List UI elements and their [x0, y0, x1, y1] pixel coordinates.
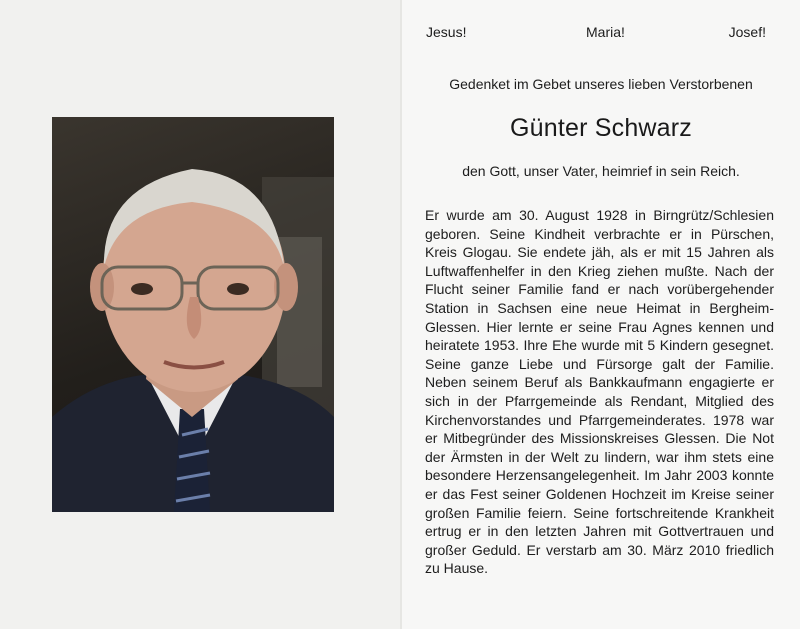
header-maria: Maria! — [586, 24, 625, 40]
deceased-name: Günter Schwarz — [509, 114, 693, 142]
intro-line: Gedenket im Gebet unseres lieben Verstorbenen — [449, 76, 753, 92]
header-josef: Josef! — [728, 24, 766, 40]
subline: den Gott, unser Vater, heimrief in sein Reich. — [462, 163, 740, 179]
portrait-photo — [52, 117, 334, 512]
header-jesus: Jesus! — [426, 24, 467, 40]
header-invocation — [426, 24, 766, 46]
biography — [425, 206, 774, 578]
portrait-illustration — [52, 117, 334, 512]
biography-text: Er wurde am 30. August 1928 in Birngrütz/Schlesien geboren. Seine Kindheit verbrachte er in Pürschen, Kreis Glogau. Sie endete jäh, als er mit 15 Jahren als Luftwaffenhelfer in den Krieg ziehen mußte. Nach der Flucht seiner Familie fand er nach vorübergehender Station in Sachsen eine neue Heimat in Bergheim-Glessen. Hier lernte er seine Frau Agnes kennen und heiratete 1953. Ihre Ehe wurde mit 5 Kindern gesegnet. Seine ganze Liebe und Fürsorge galt der Familie. Neben seinem Beruf als Bankkaufmann engagierte er sich in der Pfarrgemeinde als Rendant, Mitglied des Kirchenvorstandes und Pfarrgemeinderates. 1978 war er Mitbegründer des Missionskreises Glessen. Die Not der Ärmsten in der Welt zu lindern, war ihm stets eine besondere Herzensangelegenheit. Im Jahr 2003 konnte er das Fest seiner Goldenen Hochzeit im Kreise seiner großen Familie feiern. Seine fortschreitende Krankheit ertrug er in den letzten Jahren mit Gottvertrauen und großer Geduld. Er verstarb am 30. März 2010 friedlich zu Hause. — [425, 207, 774, 577]
